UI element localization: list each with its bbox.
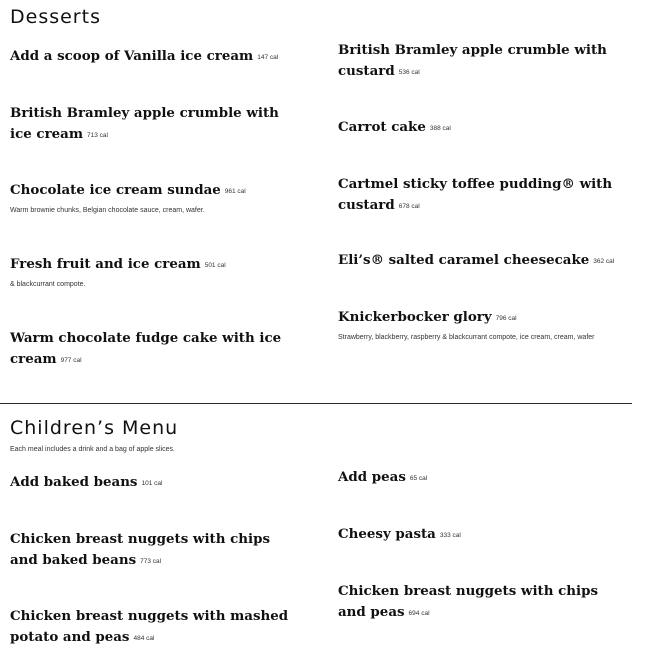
menu-item: [10, 327, 300, 369]
item-calories: 961 cal: [224, 188, 246, 195]
item-calories: 796 cal: [495, 315, 517, 322]
menu-item: [338, 523, 628, 544]
item-name: Fresh fruit and ice cream: [10, 256, 201, 272]
item-calories: 977 cal: [60, 357, 82, 364]
item-name: British Bramley apple crumble with ice cream: [10, 105, 279, 142]
item-calories: 713 cal: [87, 132, 108, 139]
item-name: Chicken breast nuggets with chips and baked beans: [10, 531, 271, 568]
item-calories: 678 cal: [398, 203, 420, 210]
menu-item: [10, 253, 300, 291]
item-name: Add baked beans: [10, 474, 138, 490]
item-calories: 147 cal: [257, 54, 279, 61]
item-calories: 388 cal: [429, 125, 451, 132]
menu-item: [10, 179, 300, 217]
item-description: Strawberry, blackberry, raspberry & blackcurrant compote, ice cream, cream, wafer: [338, 334, 595, 341]
item-calories: 333 cal: [439, 532, 461, 539]
item-calories: 65 cal: [409, 475, 428, 482]
item-name: Warm chocolate fudge cake with ice cream: [10, 330, 282, 367]
item-calories: 773 cal: [140, 558, 162, 565]
item-name: Cartmel sticky toffee pudding® with custard: [338, 176, 613, 213]
menu-item: [338, 249, 628, 270]
childrens-menu-heading: Children’s Menu: [10, 417, 179, 439]
item-name: Carrot cake: [338, 119, 426, 135]
item-calories: 536 cal: [398, 69, 420, 76]
item-name: British Bramley apple crumble with custard: [338, 42, 607, 79]
childrens-menu-intro: Each meal includes a drink and a bag of apple slices.: [10, 446, 175, 453]
item-name: Chicken breast nuggets with chips and peas: [338, 583, 599, 620]
item-name: Cheesy pasta: [338, 526, 436, 542]
item-calories: 694 cal: [408, 610, 430, 617]
menu-item: [338, 116, 628, 137]
menu-item: [10, 102, 300, 144]
item-name: Add peas: [338, 469, 406, 485]
menu-item: [338, 39, 628, 81]
item-name: Add a scoop of Vanilla ice cream: [10, 48, 254, 64]
menu-item: [10, 528, 300, 570]
item-name: Chocolate ice cream sundae: [10, 182, 221, 198]
menu-item: [338, 580, 628, 622]
item-name: Knickerbocker glory: [338, 309, 492, 325]
menu-item: [10, 45, 300, 66]
section-divider: [0, 403, 632, 404]
item-description: & blackcurrant compote.: [10, 281, 86, 288]
menu-item: [10, 605, 300, 647]
menu-item: [338, 173, 628, 215]
item-calories: 101 cal: [141, 480, 163, 487]
item-calories: 484 cal: [133, 635, 155, 642]
item-calories: 362 cal: [593, 258, 615, 265]
item-name: Chicken breast nuggets with mashed potato and peas: [10, 608, 289, 645]
item-name: Eli’s® salted caramel cheesecake: [338, 252, 590, 268]
menu-item: [338, 306, 628, 344]
menu-item: [338, 466, 628, 487]
item-calories: 501 cal: [204, 262, 226, 269]
menu-item: [10, 471, 300, 492]
item-description: Warm brownie chunks, Belgian chocolate sauce, cream, wafer.: [10, 207, 205, 214]
desserts-heading: Desserts: [10, 6, 101, 28]
